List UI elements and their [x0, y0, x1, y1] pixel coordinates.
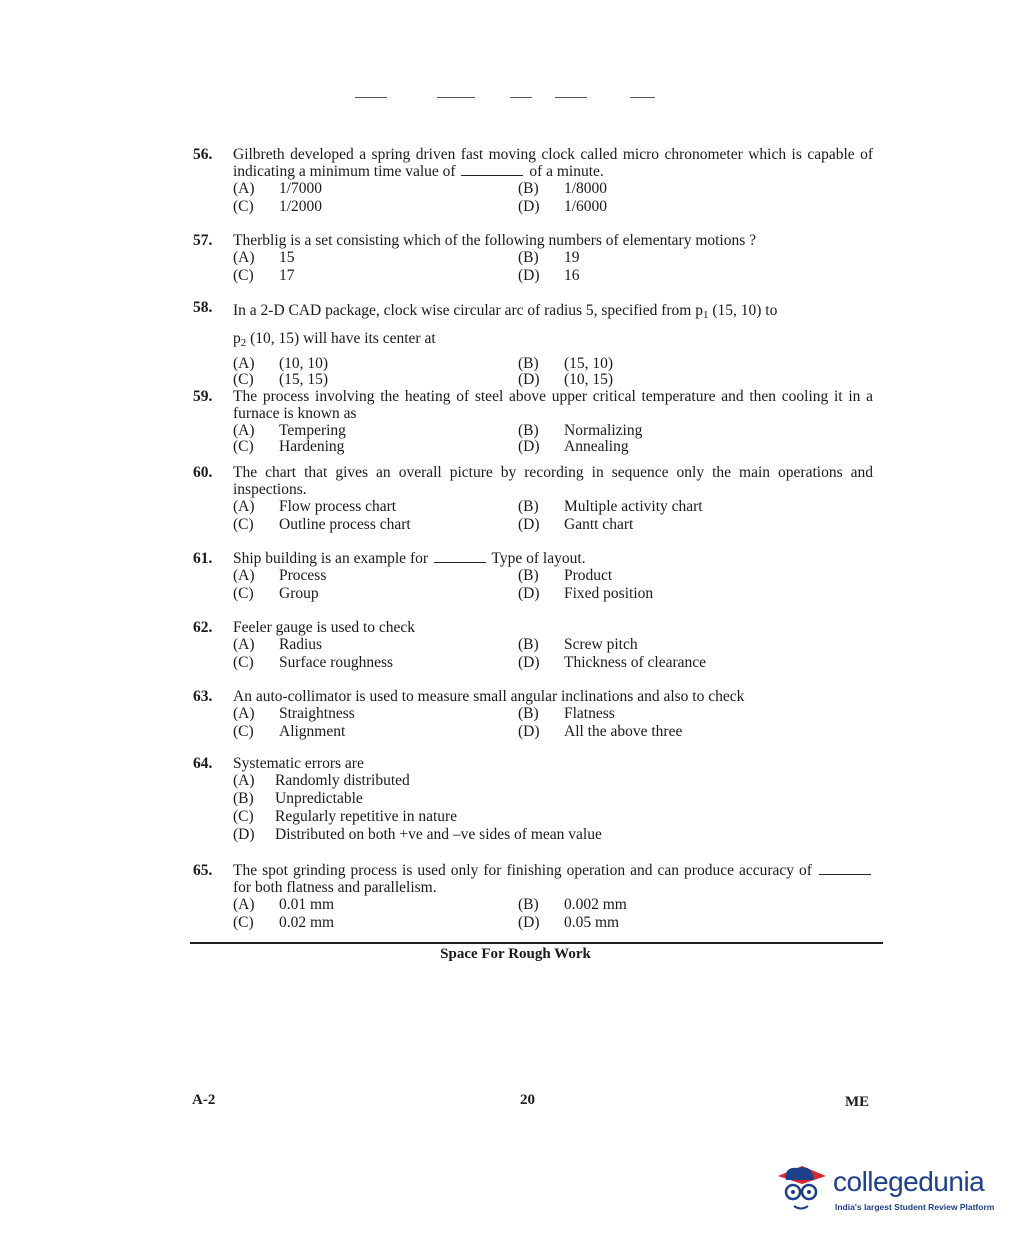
brand-name: collegedunia — [833, 1166, 985, 1197]
question-64 — [193, 755, 873, 844]
question-58 — [193, 299, 873, 389]
option-d[interactable]: (D) Distributed on both +ve and –ve sides of mean value — [233, 826, 602, 843]
question-59 — [193, 388, 873, 456]
question-stem: The process involving the heating of steel above upper critical temperature and then cooling it in a furnace is known as — [233, 388, 873, 422]
question-stem: In a 2-D CAD package, clock wise circular arc of radius 5, specified from $p_1$ (15, 10) to $p_2$ (10, 15) will have its center at — [233, 302, 778, 349]
option-b[interactable]: (B) Normalizing — [518, 422, 643, 439]
question-stem: Therblig is a set consisting which of the following numbers of elementary motions ? — [233, 232, 757, 249]
option-c[interactable]: (C) (15, 15) — [233, 371, 329, 388]
option-c[interactable]: (C) Hardening — [233, 438, 345, 455]
option-b[interactable]: (B) Multiple activity chart — [518, 498, 703, 515]
option-a[interactable]: (A) 1/7000 — [233, 180, 323, 197]
question-stem: The spot grinding process is used only for finishing operation and can produce accuracy of for both flatness and parallelism. — [233, 862, 873, 896]
option-a[interactable]: (A) 0.01 mm — [233, 896, 335, 913]
brand-tagline: India's largest Student Review Platform — [835, 1202, 995, 1212]
question-63 — [193, 688, 873, 741]
option-c[interactable]: (C) 17 — [233, 267, 295, 284]
question-number: 59. — [193, 388, 213, 405]
question-number: 61. — [193, 550, 213, 567]
option-a[interactable]: (A) Radius — [233, 636, 323, 653]
option-a[interactable]: (A) Process — [233, 567, 327, 584]
graduate-mascot-icon — [772, 1160, 830, 1218]
option-d[interactable]: (D) Fixed position — [518, 585, 654, 602]
option-d[interactable]: (D) Gantt chart — [518, 516, 634, 533]
collegedunia-watermark — [772, 1160, 1007, 1220]
question-stem: Gilbreth developed a spring driven fast moving clock called micro chronometer which is capable of indicating a minimum time value of of a minute. — [233, 146, 873, 180]
option-c[interactable]: (C) 1/2000 — [233, 198, 323, 215]
option-d[interactable]: (D) 1/6000 — [518, 198, 608, 215]
question-number: 56. — [193, 146, 213, 163]
option-b[interactable]: (B) 0.002 mm — [518, 896, 627, 913]
question-number: 58. — [193, 299, 213, 316]
option-a[interactable]: (A) Tempering — [233, 422, 346, 439]
option-c[interactable]: (C) 0.02 mm — [233, 914, 335, 931]
option-d[interactable]: (D) 0.05 mm — [518, 914, 620, 931]
option-b[interactable]: (B) Product — [518, 567, 613, 584]
option-b[interactable]: (B) Flatness — [518, 705, 615, 722]
question-57 — [193, 232, 873, 285]
header-dash-marks — [355, 97, 655, 99]
question-number: 60. — [193, 464, 213, 481]
question-number: 64. — [193, 755, 213, 772]
option-a[interactable]: (A) Randomly distributed — [233, 772, 410, 789]
option-b[interactable]: (B) 19 — [518, 249, 580, 266]
answer-blank — [461, 163, 523, 176]
question-number: 62. — [193, 619, 213, 636]
option-a[interactable]: (A) 15 — [233, 249, 295, 266]
option-b[interactable]: (B) Screw pitch — [518, 636, 638, 653]
option-a[interactable]: (A) (10, 10) — [233, 355, 329, 372]
question-stem: Feeler gauge is used to check — [233, 619, 416, 636]
question-number: 65. — [193, 862, 213, 879]
question-stem: An auto-collimator is used to measure small angular inclinations and also to check — [233, 688, 745, 705]
question-stem: Systematic errors are — [233, 755, 364, 772]
question-61 — [193, 550, 873, 603]
answer-blank — [434, 550, 486, 563]
question-65 — [193, 862, 873, 932]
option-d[interactable]: (D) Annealing — [518, 438, 629, 455]
page-number: 20 — [520, 1092, 535, 1108]
option-d[interactable]: (D) Thickness of clearance — [518, 654, 707, 671]
option-c[interactable]: (C) Group — [233, 585, 319, 602]
question-stem: Ship building is an example for Type of layout. — [233, 550, 586, 567]
option-c[interactable]: (C) Alignment — [233, 723, 346, 740]
question-number: 63. — [193, 688, 213, 705]
option-a[interactable]: (A) Straightness — [233, 705, 355, 722]
option-c[interactable]: (C) Regularly repetitive in nature — [233, 808, 458, 825]
option-c[interactable]: (C) Surface roughness — [233, 654, 394, 671]
option-b[interactable]: (B) Unpredictable — [233, 790, 363, 807]
question-56 — [193, 146, 873, 216]
section-divider — [190, 942, 883, 944]
option-b[interactable]: (B) (15, 10) — [518, 355, 614, 372]
option-d[interactable]: (D) (10, 15) — [518, 371, 614, 388]
answer-blank — [819, 862, 871, 875]
option-b[interactable]: (B) 1/8000 — [518, 180, 608, 197]
question-stem: The chart that gives an overall picture by recording in sequence only the main operations and inspections. — [233, 464, 873, 498]
question-60 — [193, 464, 873, 534]
option-a[interactable]: (A) Flow process chart — [233, 498, 397, 515]
rough-work-heading: Space For Rough Work — [440, 946, 591, 962]
question-number: 57. — [193, 232, 213, 249]
paper-code: A-2 — [192, 1092, 216, 1108]
question-62 — [193, 619, 873, 672]
option-d[interactable]: (D) All the above three — [518, 723, 683, 740]
option-c[interactable]: (C) Outline process chart — [233, 516, 411, 533]
option-d[interactable]: (D) 16 — [518, 267, 580, 284]
subject-code: ME — [845, 1094, 870, 1110]
